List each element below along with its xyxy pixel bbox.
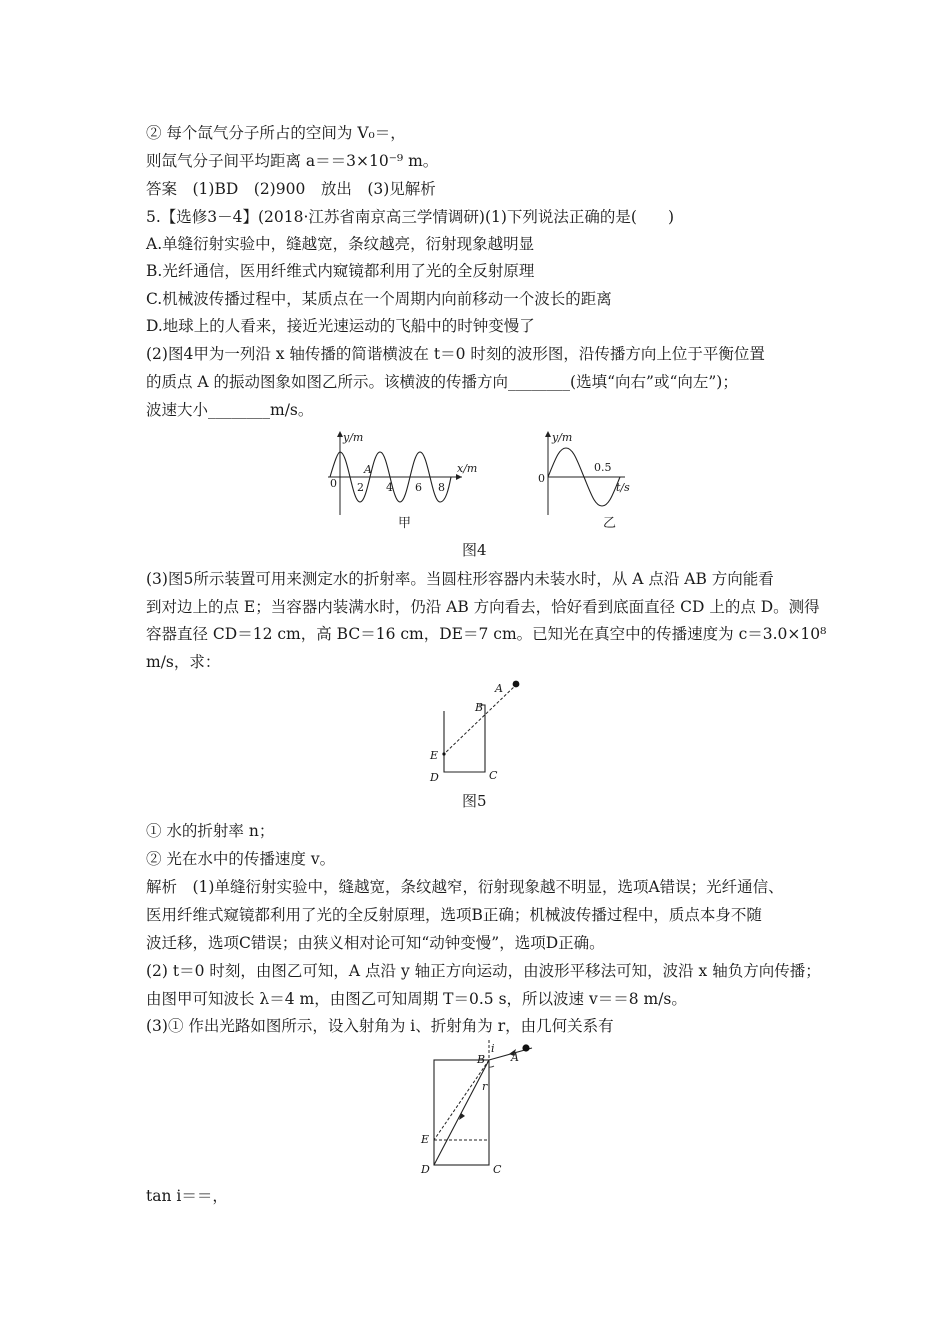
text-line: ② 光在水中的传播速度 v。 [146, 850, 336, 868]
text-line: (3)① 作出光路如图所示，设入射角为 i、折射角为 r，由几何关系有 [146, 1017, 614, 1035]
tick-label: 6 [415, 481, 422, 494]
label-b: B [475, 701, 484, 714]
tick-label: 2 [357, 481, 364, 494]
y-axis-label: y/m [343, 431, 364, 444]
graph-label-yi: 乙 [603, 516, 617, 531]
label-c: C [493, 1163, 502, 1176]
label-b: B [477, 1053, 486, 1066]
label-e: E [421, 1133, 430, 1146]
angle-i-label: i [491, 1042, 495, 1055]
option-c: C.机械波传播过程中，某质点在一个周期内向前移动一个波长的距离 [146, 290, 612, 308]
graph-label-jia: 甲 [398, 516, 412, 531]
text-line: m/s，求： [146, 653, 221, 671]
light-path-figure [415, 1040, 545, 1180]
text-line: 答案 (1)BD (2)900 放出 (3)见解析 [146, 180, 436, 198]
text-line: (2)图4甲为一列沿 x 轴传播的简谐横波在 t＝0 时刻的波形图，沿传播方向上位于平衡位置 [146, 345, 765, 363]
label-d: D [421, 1163, 430, 1176]
label-e: E [430, 749, 439, 762]
tick-label: 8 [438, 481, 445, 494]
option-d: D.地球上的人看来，接近光速运动的飞船中的时钟变慢了 [146, 317, 535, 335]
origin-label: 0 [538, 472, 545, 485]
label-d: D [430, 771, 439, 784]
figure-5-caption: 图5 [462, 792, 487, 810]
text-line: ② 每个氙气分子所占的空间为 V₀＝， [146, 124, 406, 142]
label-a: A [495, 682, 503, 695]
angle-r-label: r [482, 1080, 488, 1093]
text-line: 医用纤维式窥镜都利用了光的全反射原理，选项B正确；机械波传播过程中，质点本身不随 [146, 906, 762, 924]
x-axis-label: x/m [457, 462, 478, 475]
point-a-label: A [364, 463, 372, 476]
text-line: ① 水的折射率 n； [146, 822, 275, 840]
text-line: 由图甲可知波长 λ＝4 m，由图乙可知周期 T＝0.5 s，所以波速 v＝＝8 m/s。 [146, 990, 687, 1008]
text-line: tan i＝＝， [146, 1187, 228, 1205]
text-line: 容器直径 CD＝12 cm，高 BC＝16 cm，DE＝7 cm。已知光在真空中的传播速度为 c＝3.0×10⁸ [146, 625, 827, 643]
text-line: (2) t＝0 时刻，由图乙可知，A 点沿 y 轴正方向运动，由波形平移法可知，波沿 x 轴负方向传播； [146, 962, 821, 980]
option-a: A.单缝衍射实验中，缝越宽，条纹越亮，衍射现象越明显 [146, 235, 535, 253]
text-line: (3)图5所示装置可用来测定水的折射率。当圆柱形容器内未装水时，从 A 点沿 AB 方向能看 [146, 570, 774, 588]
vibration-graph-yi [538, 431, 630, 531]
option-b: B.光纤通信，医用纤维式内窥镜都利用了光的全反射原理 [146, 262, 535, 280]
origin-label: 0 [330, 477, 337, 490]
label-c: C [489, 769, 498, 782]
text-line: 到对边上的点 E；当容器内装满水时，仍沿 AB 方向看去，恰好看到底面直径 CD 上的点 D。测得 [146, 598, 820, 616]
figure-4-caption: 图4 [462, 541, 487, 559]
label-a: A [511, 1051, 519, 1064]
figure-5 [420, 675, 540, 787]
tick-label: 4 [386, 481, 393, 494]
text-line: 波迁移，选项C错误；由狭义相对论可知“动钟变慢”，选项D正确。 [146, 934, 605, 952]
figure-4 [310, 425, 650, 535]
t-axis-label: t/s [616, 481, 630, 494]
tick-label: 0.5 [594, 461, 612, 474]
y-axis-label: y/m [552, 431, 573, 444]
wave-graph-jia [328, 431, 477, 531]
text-line: 的质点 A 的振动图象如图乙所示。该横波的传播方向________(选填“向右”或“向左”)； [146, 373, 738, 391]
question-5-heading: 5.【选修3－4】(2018·江苏省南京高三学情调研)(1)下列说法正确的是( ) [146, 208, 675, 226]
text-line: 波速大小________m/s。 [146, 401, 314, 419]
solution-heading: 解析 (1)单缝衍射实验中，缝越宽，条纹越窄，衍射现象越不明显，选项A错误；光纤通信、 [146, 878, 784, 896]
text-line: 则氙气分子间平均距离 a＝＝3×10⁻⁹ m。 [146, 152, 439, 170]
